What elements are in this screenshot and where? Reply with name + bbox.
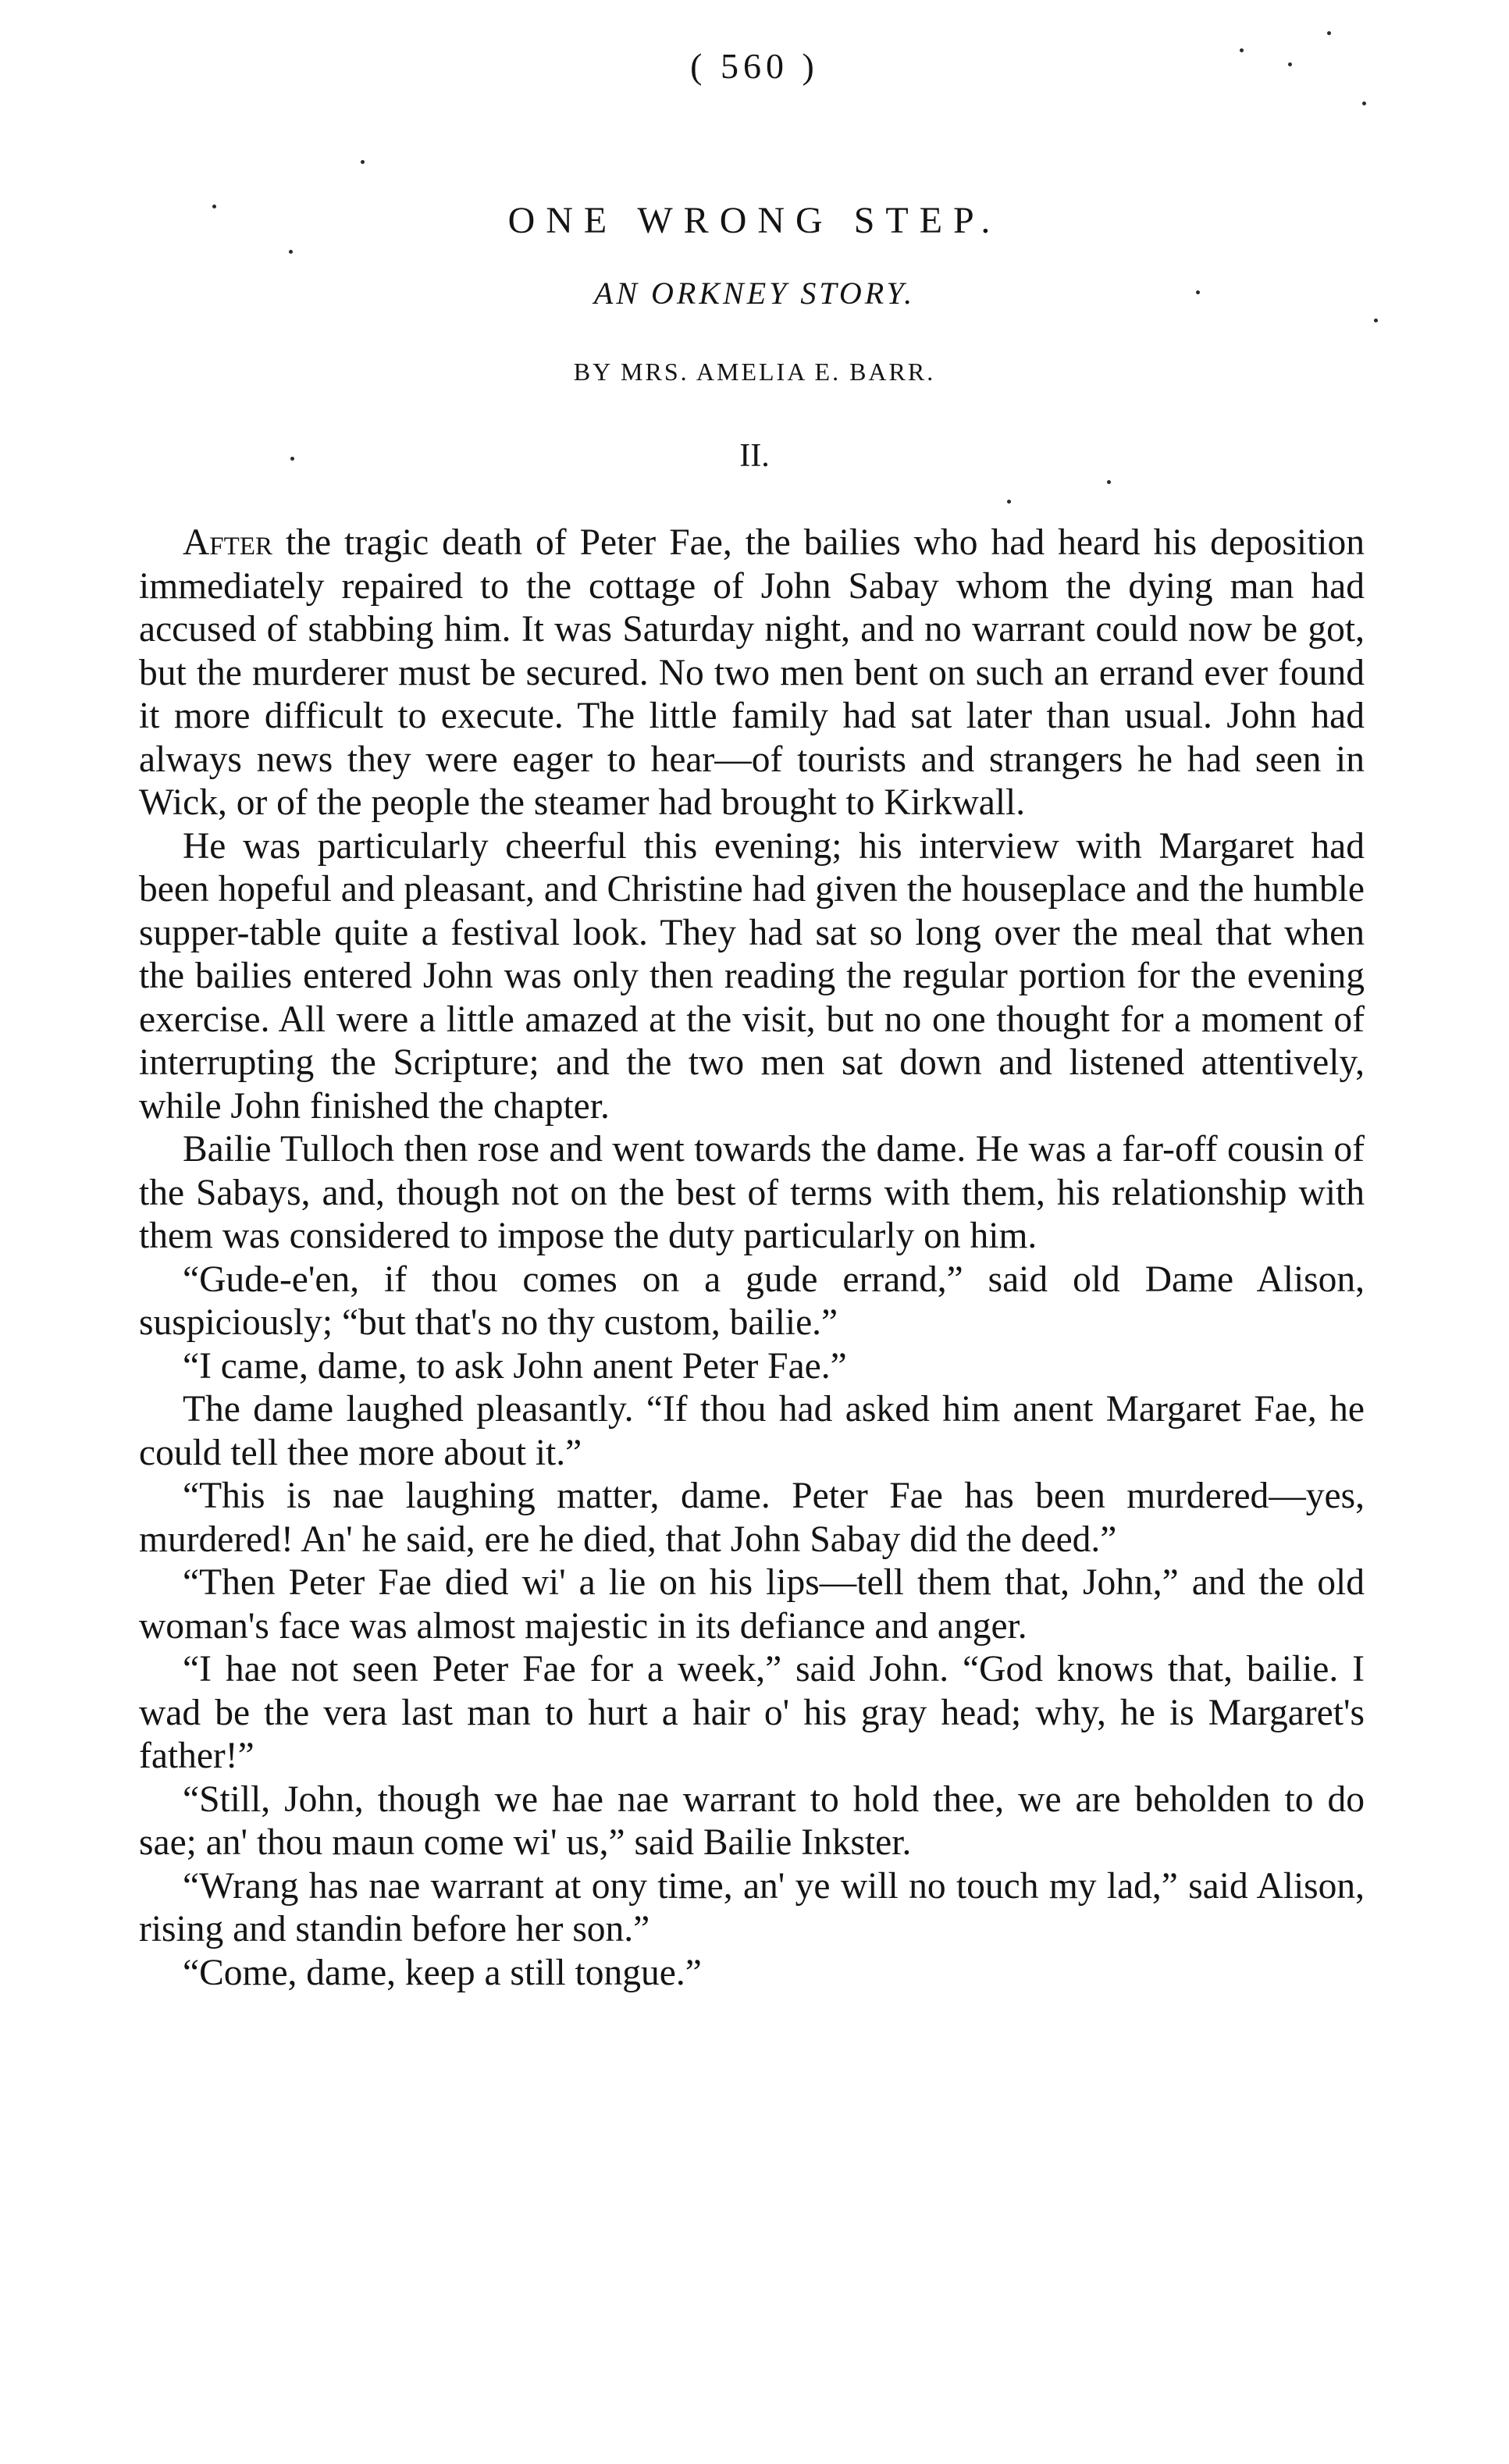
print-speck [1007,500,1011,504]
paragraph: “Wrang has nae warrant at ony time, an' ye will no touch my lad,” said Alison, rising and standin before her son.” [139,1865,1365,1949]
paragraph: “I came, dame, to ask John anent Peter Fae.” [183,1345,847,1387]
print-speck [361,160,365,164]
story-title: ONE WRONG STEP. [507,200,1002,241]
print-speck [1240,48,1244,52]
paragraph: “This is nae laughing matter, dame. Peter Fae has been murdered—yes, murdered! An' he said, ere he died, that John Sabay did the deed.” [139,1476,1365,1560]
print-speck [1196,290,1200,294]
paragraph: “Still, John, though we hae nae warrant to hold thee, we are beholden to do sae; an' thou maun come wi' us,” said Bailie Inkster. [139,1779,1365,1863]
print-speck [212,205,216,208]
print-speck [1288,62,1292,66]
print-speck [1327,31,1331,35]
paragraph: “Come, dame, keep a still tongue.” [183,1952,702,1993]
print-speck [1107,480,1111,484]
print-speck [1362,101,1366,105]
paragraph: “I hae not seen Peter Fae for a week,” said John. “God knows that, bailie. I wad be the vera last man to hurt a hair o' his gray head; why, he is Margaret's father!” [139,1649,1365,1776]
paragraph: Bailie Tulloch then rose and went towards the dame. He was a far-off cousin of the Sabays, and, though not on the best of terms with them, his relationship with them was considered to impose the duty particularly on him. [139,1129,1365,1256]
story-subtitle: AN ORKNEY STORY. [593,276,916,311]
print-speck [1374,319,1378,322]
print-speck [289,250,293,254]
body-text [139,522,1365,1995]
paragraph: The dame laughed pleasantly. “If thou had asked him anent Margaret Fae, he could tell thee more about it.” [139,1389,1365,1473]
page-number: ( 560 ) [690,46,819,86]
author-byline: BY MRS. AMELIA E. BARR. [573,358,936,386]
paragraph: He was particularly cheerful this evening; his interview with Margaret had been hopeful and pleasant, and Christine had given the houseplace and the humble supper-table quite a festival look. They had sat so long over the meal that when the bailies entered John was only then reading the regular portion for the evening exercise. All were a little amazed at the visit, but no one thought for a moment of interrupting the Scripture; and the two men sat down and listened attentively, while John finished the chapter. [139,825,1365,1127]
paragraph-text: the tragic death of Peter Fae, the bailies who had heard his deposition immediately repaired to the cottage of John Sabay whom the dying man had accused of stabbing him. It was Saturday night, and no warrant could now be got, but the murderer must be secured. No two men bent on such an errand ever found it more difficult to execute. The little family had sat later than usual. John had always news they were eager to hear—of tourists and strangers he had seen in Wick, or of the people the steamer had brought to Kirkwall. [139,522,1365,823]
paragraph: “Gude-e'en, if thou comes on a gude errand,” said old Dame Alison, suspiciously; “but that's no thy custom, bailie.” [139,1259,1365,1343]
paragraph [139,522,1365,825]
paragraph: “Then Peter Fae died wi' a lie on his lips—tell them that, John,” and the old woman's face was almost majestic in its defiance and anger. [139,1562,1365,1647]
chapter-heading: II. [739,438,770,474]
print-speck [290,457,294,461]
drop-lead: After [183,522,272,563]
